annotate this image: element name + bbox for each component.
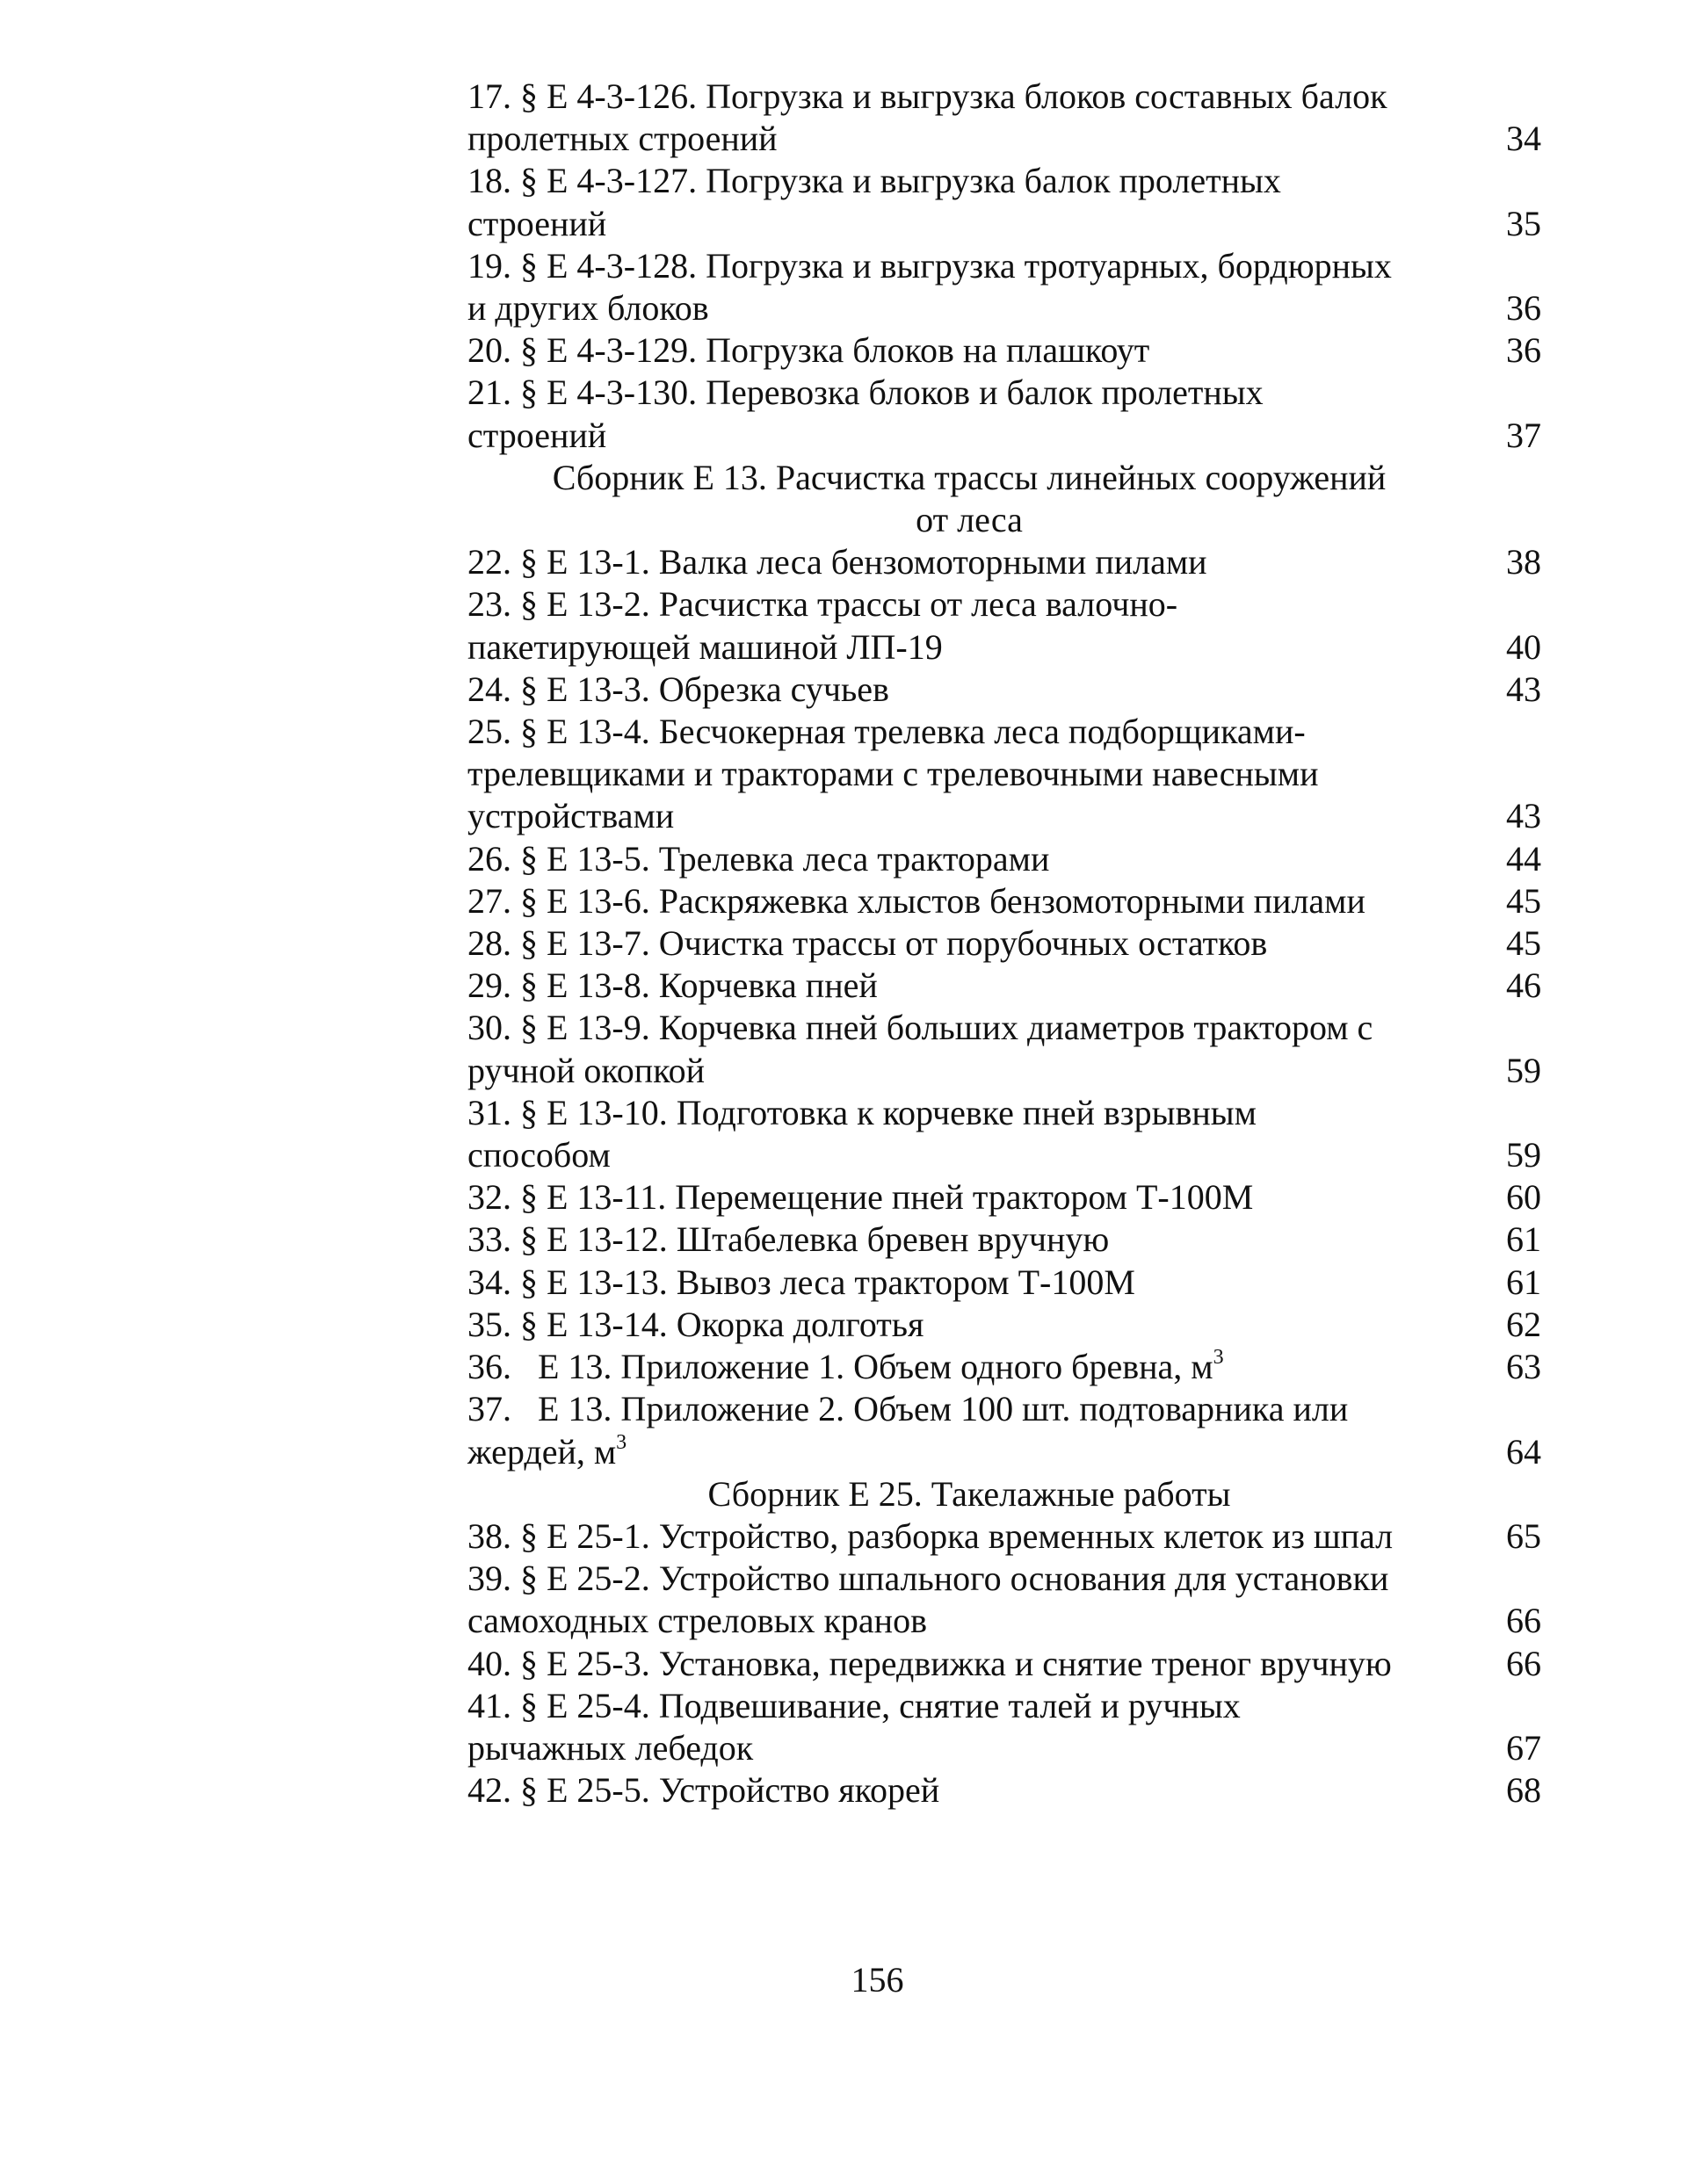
toc-entry-title	[467, 1388, 1471, 1472]
toc-page-number: 43	[1506, 669, 1541, 709]
toc-entry-title-line	[467, 669, 1471, 711]
toc-entry	[467, 922, 1541, 965]
toc-entry-text: самоходных стреловых кранов	[467, 1601, 927, 1641]
toc-entry-title-line	[467, 415, 1471, 457]
toc-entry-text: 22. § Е 13-1. Валка леса бензомоторными пилами	[467, 542, 1207, 582]
toc-entry-title	[467, 1262, 1471, 1304]
toc-entry-title	[467, 1219, 1471, 1261]
toc-entry-title-line	[467, 541, 1471, 583]
toc-entry-text: способом	[467, 1135, 611, 1175]
toc-entry-title-line	[467, 1219, 1471, 1261]
toc-entry	[467, 372, 1541, 456]
toc-entry	[467, 541, 1541, 583]
toc-entry-text: 36. Е 13. Приложение 1. Объем одного бревна, м	[467, 1347, 1213, 1387]
toc-entry-title-line	[467, 1431, 1471, 1473]
toc-entry-title-line	[467, 1346, 1471, 1388]
toc-entry-title	[467, 838, 1471, 880]
toc-entry-text: 38. § Е 25-1. Устройство, разборка временных клеток из шпал	[467, 1515, 1394, 1556]
toc-entry	[467, 711, 1541, 838]
toc-page-number: 66	[1506, 1601, 1541, 1641]
toc-entry-text: 39. § Е 25-2. Устройство шпального основания для установки	[467, 1558, 1389, 1599]
toc-entry-title	[467, 1007, 1471, 1091]
toc-page-number: 46	[1506, 965, 1541, 1006]
toc-entry-text: 32. § Е 13-11. Перемещение пней трактором Т-100М	[467, 1177, 1254, 1218]
toc-page-number: 66	[1506, 1643, 1541, 1683]
unit-superscript: 3	[616, 1430, 627, 1454]
toc-entry	[467, 76, 1541, 160]
toc-entry-text: трелевщиками и тракторами с трелевочными навесными	[467, 754, 1319, 794]
toc-entry-title-line	[467, 626, 1471, 669]
toc-entry-title	[467, 160, 1471, 244]
toc-page-number: 60	[1506, 1177, 1541, 1218]
toc-entry	[467, 1643, 1541, 1685]
toc-entry-title	[467, 965, 1471, 1007]
toc-entry	[467, 1304, 1541, 1346]
toc-entry	[467, 329, 1541, 372]
toc-page-number: 44	[1506, 838, 1541, 879]
toc-entry-title-line	[467, 795, 1471, 837]
toc-page-number: 62	[1506, 1304, 1541, 1344]
toc-entry	[467, 880, 1541, 922]
toc-entry-text: 21. § Е 4-3-130. Перевозка блоков и балок пролетных	[467, 372, 1264, 413]
toc-entry-title-line	[467, 203, 1471, 245]
toc-entry-title	[467, 1092, 1471, 1176]
toc-entry-title-line	[467, 1643, 1471, 1685]
toc-entry-title-line	[467, 922, 1471, 965]
toc-entry	[467, 965, 1541, 1007]
toc-entry	[467, 1262, 1541, 1304]
toc-entry-text: ручной окопкой	[467, 1050, 706, 1090]
toc-entry-title-line	[467, 711, 1471, 753]
toc-page-number: 59	[1506, 1135, 1541, 1175]
toc-entry-text: 37. Е 13. Приложение 2. Объем 100 шт. подтоварника или	[467, 1389, 1349, 1429]
toc-page-number: 36	[1506, 330, 1541, 371]
toc-entry-title-line	[467, 583, 1471, 626]
toc-entry-text: строений	[467, 415, 607, 455]
toc-entry-title	[467, 1515, 1471, 1558]
toc-entry-title-line	[467, 1304, 1471, 1346]
section-heading-line: от леса	[916, 500, 1023, 540]
toc-entry	[467, 583, 1541, 668]
toc-entry-title	[467, 1769, 1471, 1812]
page-number: 156	[851, 1960, 904, 2000]
toc-entry-title-line	[467, 1092, 1471, 1134]
toc-page-number: 37	[1506, 415, 1541, 455]
toc-entry-title-line	[467, 1050, 1471, 1092]
toc-entry-title	[467, 583, 1471, 668]
toc-entry-text: устройствами	[467, 796, 675, 836]
toc-entry	[467, 1515, 1541, 1558]
toc-entry-title-line	[467, 1515, 1471, 1558]
toc-entry-text: 33. § Е 13-12. Штабелевка бревен вручную	[467, 1219, 1110, 1260]
toc-page-number: 45	[1506, 880, 1541, 921]
toc-entry	[467, 838, 1541, 880]
toc-page-number: 68	[1506, 1770, 1541, 1811]
toc-entry-title-line	[467, 1600, 1471, 1642]
table-of-contents	[467, 76, 1541, 1812]
toc-entry-title	[467, 1685, 1471, 1769]
toc-entry-title	[467, 1304, 1471, 1346]
toc-page-number: 45	[1506, 923, 1541, 964]
toc-page-number: 36	[1506, 288, 1541, 329]
toc-entry-text: 40. § Е 25-3. Установка, передвижка и снятие треног вручную	[467, 1643, 1392, 1683]
toc-entry	[467, 1685, 1541, 1769]
toc-entry-text: 25. § Е 13-4. Бесчокерная трелевка леса подборщиками-	[467, 712, 1306, 752]
toc-entry-text: 42. § Е 25-5. Устройство якорей	[467, 1770, 940, 1811]
toc-entry-title	[467, 245, 1471, 329]
toc-entry-title	[467, 1643, 1471, 1685]
toc-entry-title	[467, 329, 1471, 372]
toc-entry-text: 17. § Е 4-3-126. Погрузка и выгрузка блоков составных балок	[467, 76, 1387, 116]
toc-entry	[467, 245, 1541, 329]
toc-entry-text: 19. § Е 4-3-128. Погрузка и выгрузка тротуарных, бордюрных	[467, 245, 1392, 286]
toc-page-number: 67	[1506, 1727, 1541, 1768]
toc-page-number: 43	[1506, 796, 1541, 836]
toc-entry-text: 31. § Е 13-10. Подготовка к корчевке пней взрывным	[467, 1092, 1257, 1132]
toc-page-number: 64	[1506, 1431, 1541, 1472]
toc-entry-title-line	[467, 1769, 1471, 1812]
toc-entry-title	[467, 76, 1471, 160]
toc-entry-title	[467, 541, 1471, 583]
toc-entry-title-line	[467, 287, 1471, 329]
toc-entry-title-line	[467, 160, 1471, 202]
unit-superscript: 3	[1213, 1346, 1224, 1370]
toc-entry-title-line	[467, 1727, 1471, 1769]
toc-entry-text: 27. § Е 13-6. Раскряжевка хлыстов бензомоторными пилами	[467, 880, 1365, 921]
toc-entry	[467, 669, 1541, 711]
toc-entry	[467, 160, 1541, 244]
toc-entry-title	[467, 669, 1471, 711]
toc-page-number: 35	[1506, 203, 1541, 243]
toc-entry-text: 35. § Е 13-14. Окорка долготья	[467, 1304, 924, 1344]
toc-entry-text: 30. § Е 13-9. Корчевка пней больших диаметров трактором с	[467, 1008, 1373, 1048]
toc-entry-text: пакетирующей машиной ЛП-19	[467, 626, 943, 667]
toc-entry-text: 24. § Е 13-3. Обрезка сучьев	[467, 669, 889, 709]
toc-entry-title-line	[467, 1176, 1471, 1219]
toc-page-number: 59	[1506, 1050, 1541, 1090]
toc-entry-title-line	[467, 118, 1471, 160]
toc-entry-title-line	[467, 245, 1471, 287]
toc-entry-title-line	[467, 1685, 1471, 1727]
toc-page-number: 61	[1506, 1262, 1541, 1302]
toc-entry	[467, 1388, 1541, 1472]
section-heading	[467, 1473, 1541, 1515]
toc-entry-text: пролетных строений	[467, 119, 778, 159]
toc-entry-title-line	[467, 880, 1471, 922]
toc-entry-title-line	[467, 1007, 1471, 1049]
toc-entry-text: и других блоков	[467, 288, 709, 329]
toc-page-number: 63	[1506, 1347, 1541, 1387]
toc-page-number: 65	[1506, 1515, 1541, 1556]
toc-entry	[467, 1007, 1541, 1091]
toc-entry-title-line	[467, 1558, 1471, 1600]
section-heading-line: Сборник Е 13. Расчистка трассы линейных сооружений	[552, 457, 1387, 497]
toc-entry	[467, 1176, 1541, 1219]
toc-entry-title	[467, 922, 1471, 965]
toc-entry-title	[467, 711, 1471, 838]
toc-entry-title-line	[467, 1262, 1471, 1304]
toc-page-number: 38	[1506, 542, 1541, 582]
toc-entry-text: 20. § Е 4-3-129. Погрузка блоков на плашкоут	[467, 330, 1150, 371]
toc-entry-title	[467, 1558, 1471, 1642]
toc-entry-text: 28. § Е 13-7. Очистка трассы от порубочных остатков	[467, 923, 1268, 964]
toc-page-number: 61	[1506, 1219, 1541, 1260]
toc-page-number: 40	[1506, 626, 1541, 667]
toc-entry-text: жердей, м	[467, 1431, 617, 1472]
toc-entry-title-line	[467, 838, 1471, 880]
toc-entry-title-line	[467, 965, 1471, 1007]
toc-entry	[467, 1346, 1541, 1388]
toc-entry	[467, 1558, 1541, 1642]
toc-entry-title-line	[467, 372, 1471, 414]
toc-entry-text: 29. § Е 13-8. Корчевка пней	[467, 965, 878, 1006]
toc-entry-title	[467, 880, 1471, 922]
toc-entry-title	[467, 372, 1471, 456]
toc-entry-text: 34. § Е 13-13. Вывоз леса трактором Т-100М	[467, 1262, 1135, 1302]
toc-entry-title-line	[467, 1134, 1471, 1176]
toc-entry-title-line	[467, 1388, 1471, 1430]
toc-entry-text: 26. § Е 13-5. Трелевка леса тракторами	[467, 838, 1050, 879]
toc-entry-text: строений	[467, 203, 607, 243]
section-heading-line: Сборник Е 25. Такелажные работы	[707, 1473, 1231, 1514]
toc-entry	[467, 1092, 1541, 1176]
toc-entry-title	[467, 1176, 1471, 1219]
toc-entry-text: 23. § Е 13-2. Расчистка трассы от леса валочно-	[467, 584, 1178, 625]
toc-entry	[467, 1219, 1541, 1261]
toc-entry-title-line	[467, 753, 1471, 795]
toc-entry-title-line	[467, 76, 1471, 118]
toc-entry-title-line	[467, 329, 1471, 372]
toc-entry-text: 18. § Е 4-3-127. Погрузка и выгрузка балок пролетных	[467, 161, 1281, 201]
section-heading	[467, 457, 1541, 541]
toc-entry-text: 41. § Е 25-4. Подвешивание, снятие талей и ручных	[467, 1685, 1241, 1725]
toc-entry-title	[467, 1346, 1471, 1388]
toc-entry	[467, 1769, 1541, 1812]
toc-page-number: 34	[1506, 119, 1541, 159]
toc-entry-text: рычажных лебедок	[467, 1727, 754, 1768]
